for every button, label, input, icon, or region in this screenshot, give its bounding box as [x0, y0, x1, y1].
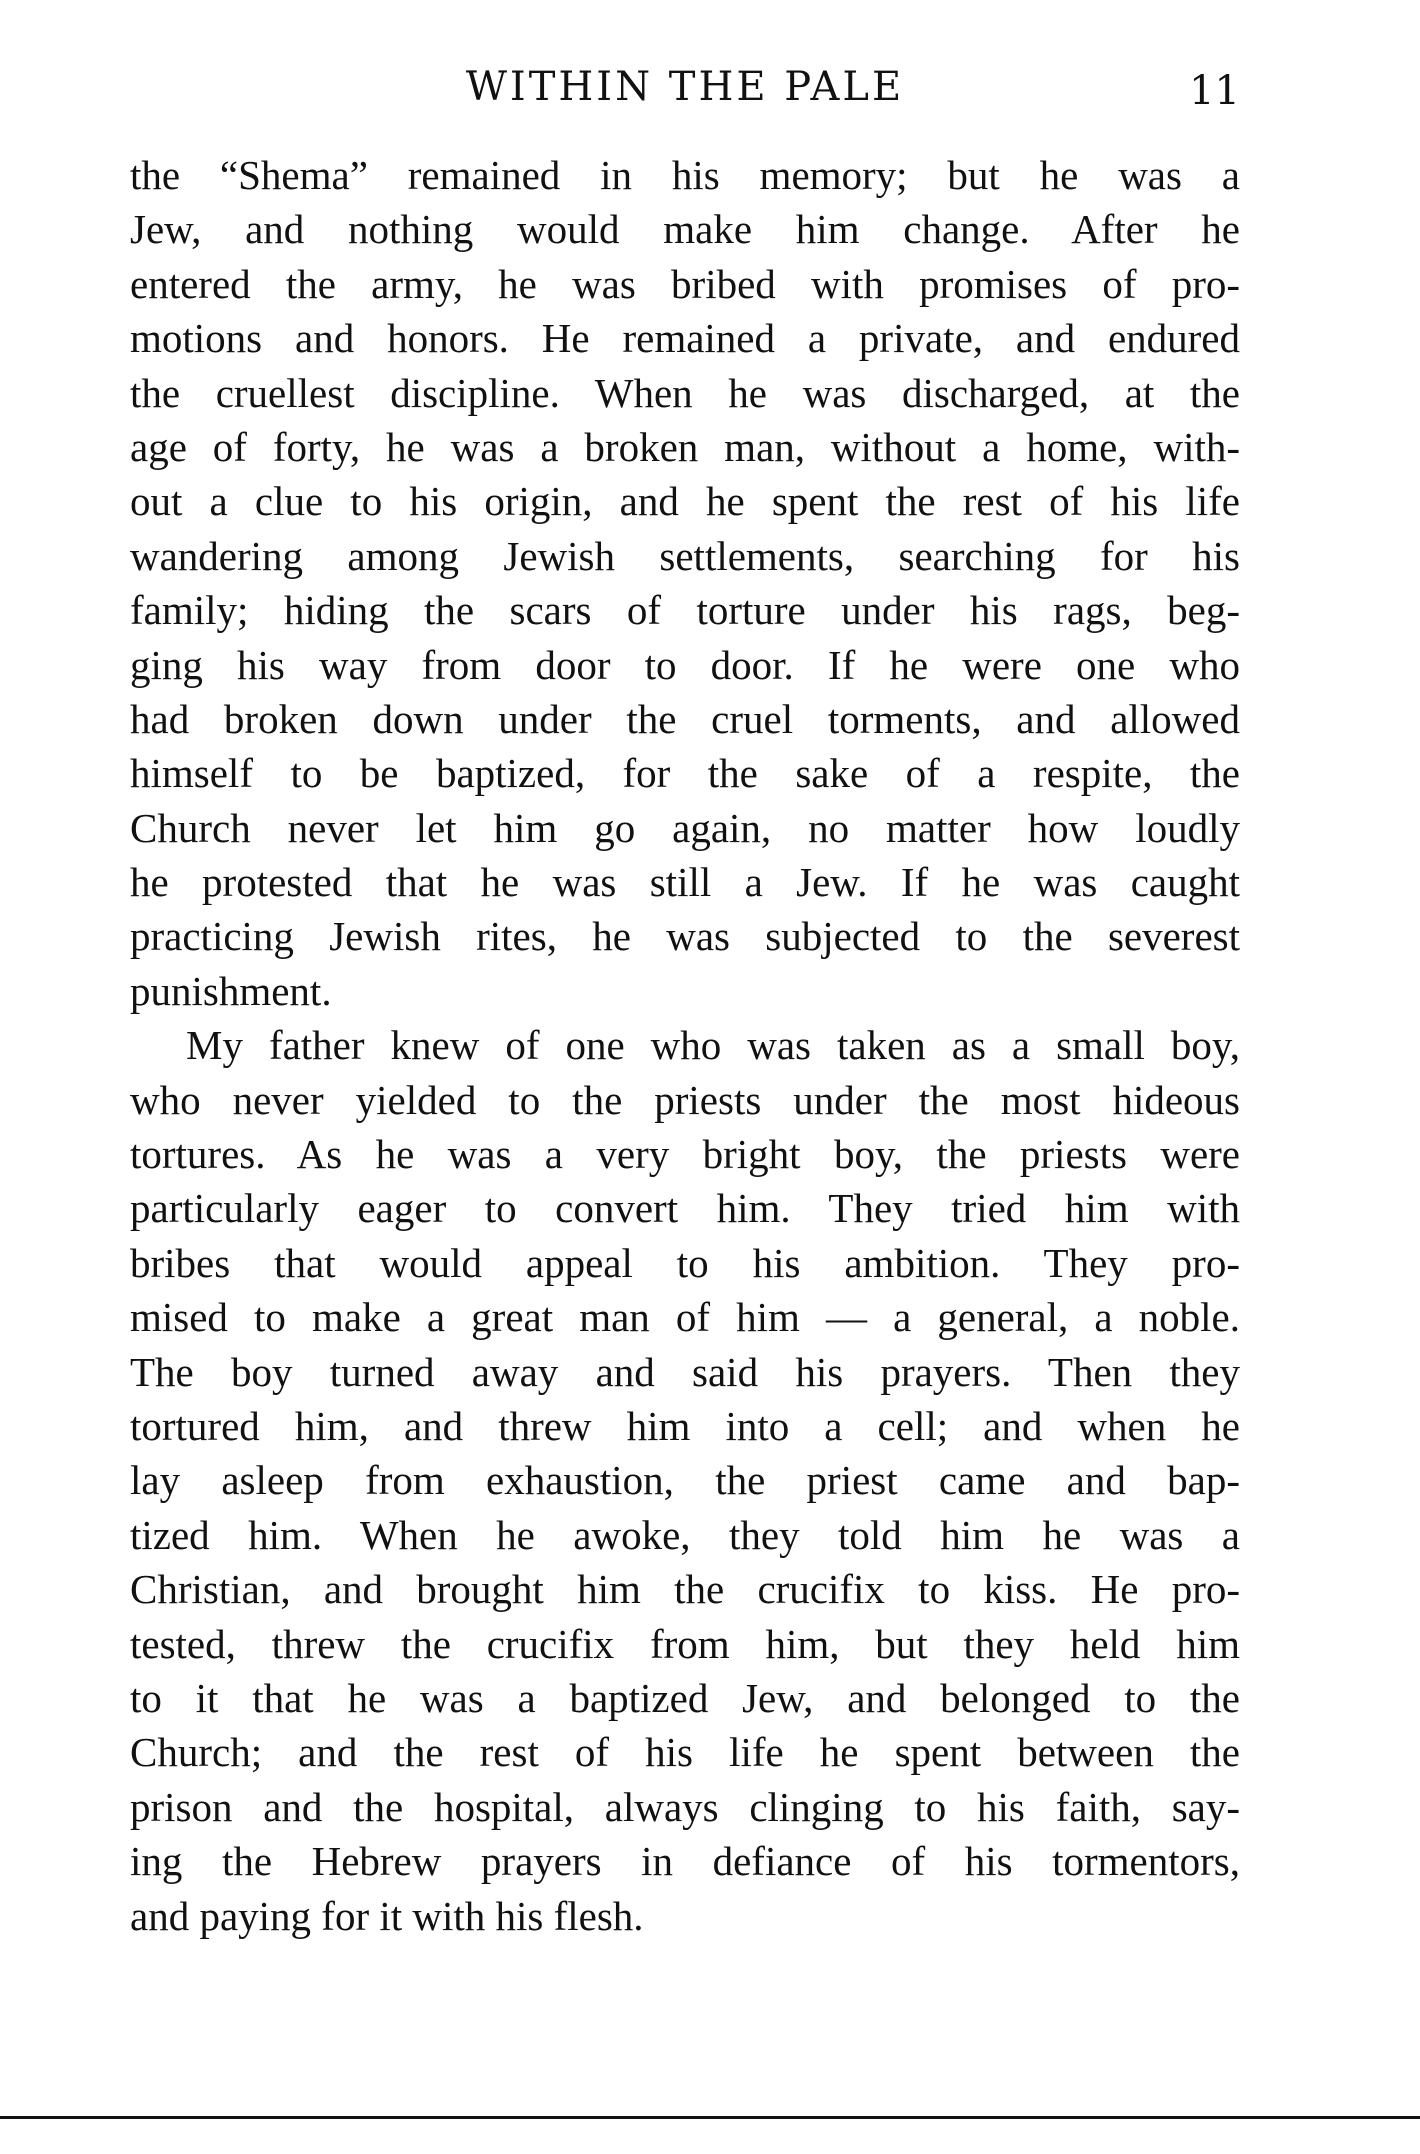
footer-rule [0, 2116, 1420, 2119]
text-line: bribes that would appeal to his ambition. They pro- [130, 1239, 1240, 1286]
page-number: 11 [1189, 68, 1240, 114]
text-line: he protested that he was still a Jew. If he was caught [130, 859, 1240, 906]
text-line: out a clue to his origin, and he spent the rest of his life [130, 478, 1240, 525]
text-line: mised to make a great man of him — a general, a noble. [130, 1294, 1240, 1341]
text-line: had broken down under the cruel torments, and allowed [130, 695, 1240, 742]
text-line: to it that he was a baptized Jew, and belonged to the [130, 1674, 1240, 1721]
text-line: who never yielded to the priests under the most hideous [130, 1076, 1240, 1123]
text-line: tortured him, and threw him into a cell; and when he [130, 1402, 1240, 1449]
body-text [130, 148, 1240, 1943]
text-line: punishment. [130, 967, 332, 1014]
text-line: lay asleep from exhaustion, the priest came and bap- [130, 1457, 1240, 1504]
text-line: prison and the hospital, always clinging to his faith, say- [130, 1783, 1240, 1830]
text-line: motions and honors. He remained a private, and endured [130, 315, 1240, 362]
text-line: age of forty, he was a broken man, without a home, with- [130, 423, 1240, 470]
text-line: the cruellest discipline. When he was discharged, at the [130, 369, 1240, 416]
page-header [130, 52, 1240, 122]
text-line: Church; and the rest of his life he spent between the [130, 1729, 1240, 1776]
text-line: wandering among Jewish settlements, searching for his [130, 532, 1240, 579]
text-line: practicing Jewish rites, he was subjected to the severest [130, 913, 1240, 960]
text-line: tested, threw the crucifix from him, but they held him [130, 1620, 1240, 1667]
text-line: himself to be baptized, for the sake of a respite, the [130, 750, 1240, 797]
text-line: ging his way from door to door. If he were one who [130, 641, 1240, 688]
running-head: WITHIN THE PALE [465, 64, 905, 110]
text-line: and paying for it with his flesh. [130, 1892, 644, 1939]
text-line: tortures. As he was a very bright boy, the priests were [130, 1131, 1240, 1178]
text-line: My father knew of one who was taken as a small boy, [186, 1022, 1240, 1069]
text-line: Jew, and nothing would make him change. After he [130, 206, 1240, 253]
text-line: tized him. When he awoke, they told him he was a [130, 1511, 1240, 1558]
text-line: family; hiding the scars of torture under his rags, beg- [130, 587, 1240, 634]
text-line: Christian, and brought him the crucifix to kiss. He pro- [130, 1566, 1240, 1613]
paragraph-1 [130, 148, 1240, 1018]
paragraph-2 [130, 1018, 1240, 1943]
text-line: particularly eager to convert him. They tried him with [130, 1185, 1240, 1232]
text-line: the “Shema” remained in his memory; but he was a [130, 152, 1240, 198]
text-line: Church never let him go again, no matter how loudly [130, 804, 1240, 851]
text-line: The boy turned away and said his prayers. Then they [130, 1348, 1240, 1395]
text-line: entered the army, he was bribed with promises of pro- [130, 260, 1240, 307]
text-line: ing the Hebrew prayers in defiance of his tormentors, [130, 1838, 1240, 1885]
